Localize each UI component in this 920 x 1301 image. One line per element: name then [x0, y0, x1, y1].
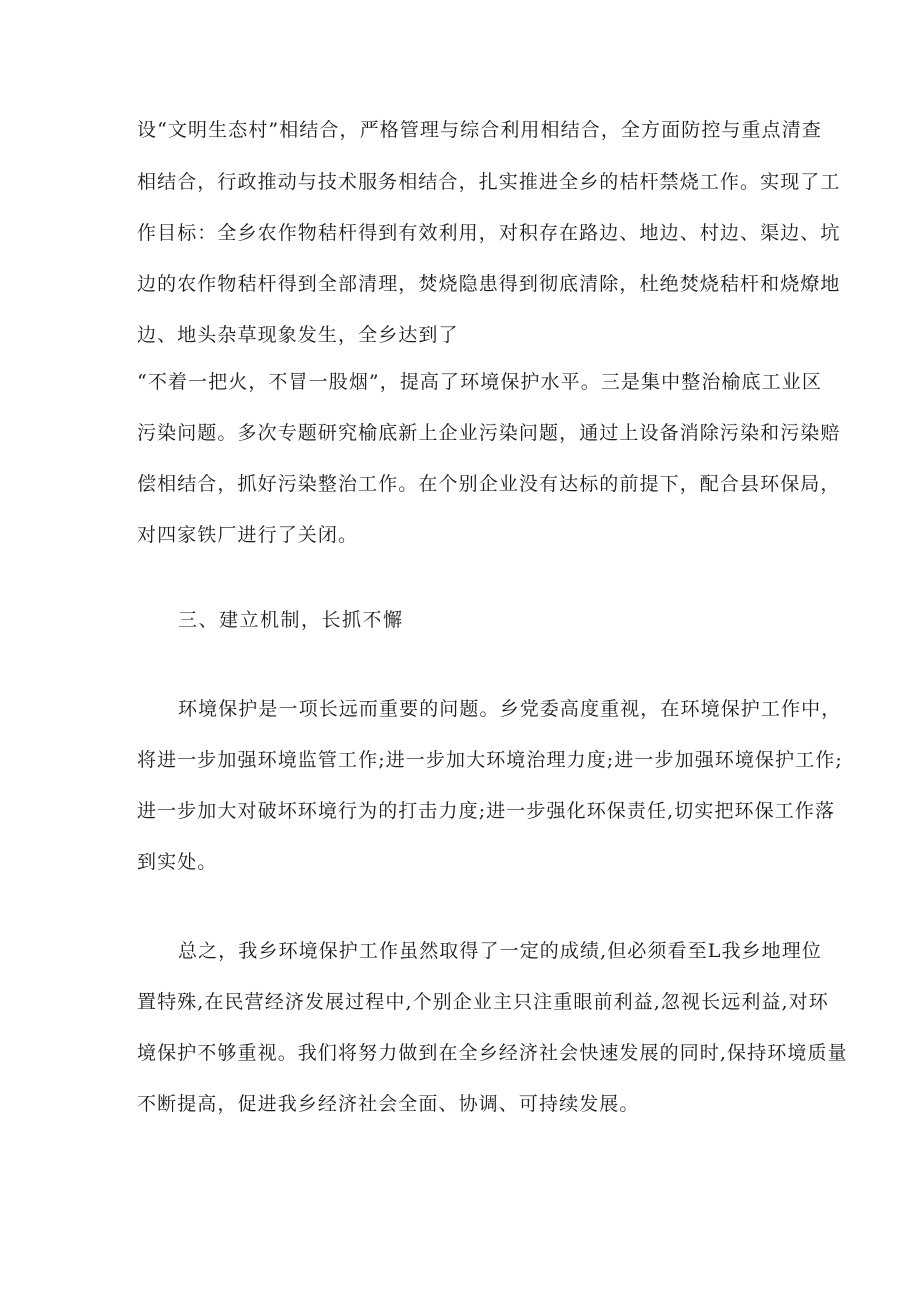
text-line: 污染问题。多次专题研究榆底新上企业污染问题，通过上设备消除污染和污染赔 — [137, 422, 841, 444]
text-line: “不着一把火，不冒一股烟”，提高了环境保护水平。三是集中整治榆底工业区 — [137, 371, 822, 393]
text-line: 偿相结合，抓好污染整治工作。在个别企业没有达标的前提下，配合县环保局， — [137, 473, 841, 495]
text-line: 相结合，行政推动与技术服务相结合，扎实推进全乡的桔杆禁烧工作。实现了工 — [137, 171, 841, 193]
text-line: 设“文明生态村”相结合，严格管理与综合利用相结合，全方面防控与重点清查 — [137, 119, 822, 141]
text-line: 将进一步加强环境监管工作;进一步加大环境治理力度;进一步加强环境保护工作; — [137, 749, 843, 771]
text-line: 总之，我乡环境保护工作虽然取得了一定的成绩,但必须看至L我乡地理位 — [178, 940, 822, 962]
text-line: 到实处。 — [137, 851, 218, 873]
section-heading: 三、建立机制，长抓不懈 — [178, 609, 404, 631]
text-line: 作目标：全乡农作物秸杆得到有效利用，对积存在路边、地边、村边、渠边、坑 — [137, 222, 841, 244]
text-line: 边的农作物秸杆得到全部清理，焚烧隐患得到彻底清除，杜绝焚烧秸杆和烧燎地 — [137, 273, 841, 295]
text-line: 对四家铁厂进行了关闭。 — [137, 524, 359, 546]
text-line: 边、地头杂草现象发生，全乡达到了 — [137, 324, 459, 346]
text-line: 环境保护是一项长远而重要的问题。乡党委高度重视，在环境保护工作中， — [178, 698, 842, 720]
text-line: 置特殊,在民营经济发展过程中,个别企业主只注重眼前利益,忽视长远利益,对环 — [137, 991, 829, 1013]
text-line: 进一步加大对破坏环境行为的打击力度;进一步强化环保责任,切实把环保工作落 — [137, 800, 836, 822]
text-line: 境保护不够重视。我们将努力做到在全乡经济社会快速发展的同时,保持环境质量 — [137, 1042, 848, 1064]
text-line: 不断提高，促进我乡经济社会全面、协调、可持续发展。 — [137, 1093, 640, 1115]
